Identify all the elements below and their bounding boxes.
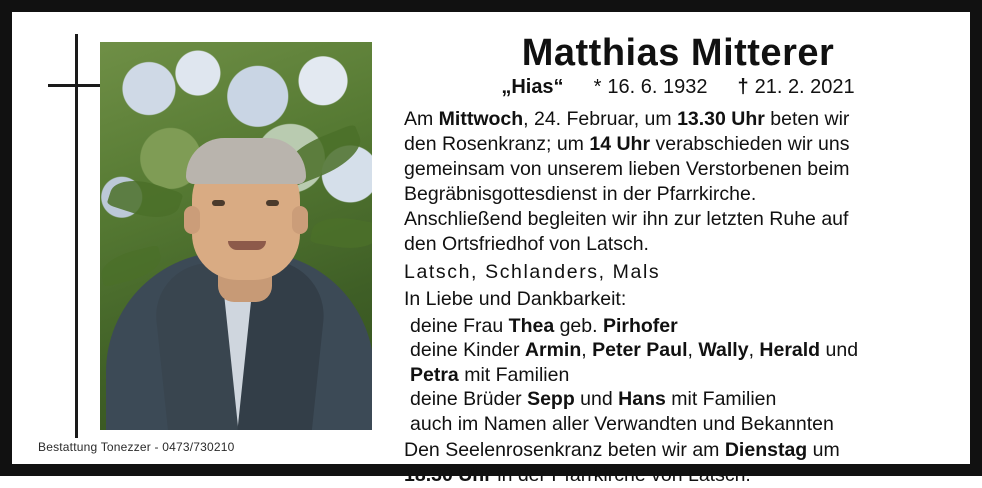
death-date-group <box>737 76 854 99</box>
rosary-line1-post: um <box>807 439 840 462</box>
portrait-hair <box>186 138 306 184</box>
announcement-line2-pre: den Rosenkranz; um <box>404 132 590 155</box>
brothers-sep: und <box>574 388 619 411</box>
announcement-line1-post: beten wir <box>764 107 850 130</box>
announcement-paragraph <box>404 107 952 257</box>
rosary-line2 <box>404 464 751 486</box>
portrait-figure <box>100 42 372 430</box>
announcement-line1-mid: , 24. Februar, um <box>523 107 678 130</box>
rosary-line2-post: in der Pfarrkirche von Latsch. <box>491 464 751 487</box>
children-prefix: deine Kinder <box>410 339 525 362</box>
rosary-line1-pre: Den Seelenrosenkranz beten wir am <box>404 439 725 462</box>
birth-date-group <box>594 76 708 99</box>
family-line-relatives: auch im Namen aller Verwandten und Bekannten <box>410 412 834 435</box>
children-cont-post: mit Familien <box>458 363 570 386</box>
brother-name-1: Sepp <box>527 388 575 411</box>
child-name-1: Armin <box>524 339 582 362</box>
wife-prefix: deine Frau <box>410 314 509 337</box>
portrait-ear-right <box>292 206 308 234</box>
places-line: Latsch, Schlanders, Mals <box>404 260 661 283</box>
deceased-name: Matthias Mitterer <box>521 32 835 74</box>
children-sep-2: , <box>687 339 699 362</box>
announcement-line6: den Ortsfriedhof von Latsch. <box>404 232 649 255</box>
nickname: „Hias“ <box>501 75 564 98</box>
family-list <box>404 314 952 437</box>
wife-name: Thea <box>508 314 555 337</box>
announcement-line2 <box>404 133 850 155</box>
dedication-line: In Liebe und Dankbarkeit: <box>404 287 627 310</box>
announcement-line3: gemeinsam von unserem lieben Verstorbenen beim <box>404 157 850 180</box>
family-line-children <box>404 338 952 363</box>
announcement-time1: 13.30 Uhr <box>677 107 765 130</box>
rosary-paragraph <box>404 438 952 488</box>
rosary-time: 18.30 Uhr <box>404 464 492 487</box>
announcement-line2-post: verabschieden wir uns <box>650 132 850 155</box>
child-name-4: Herald <box>759 339 821 362</box>
family-line-wife <box>404 314 952 339</box>
dagger-death-icon: † <box>737 75 749 98</box>
life-dates <box>404 76 952 99</box>
cross-vertical-bar <box>75 34 78 438</box>
announcement-time2: 14 Uhr <box>589 132 651 155</box>
brothers-post: mit Familien <box>665 388 777 411</box>
children-post: und <box>820 339 859 362</box>
obituary-left-column <box>12 12 394 464</box>
portrait-ear-left <box>184 206 200 234</box>
child-name-2: Peter Paul <box>592 339 688 362</box>
portrait-eye-left <box>212 200 225 206</box>
brother-name-2: Hans <box>618 388 666 411</box>
obituary-inner <box>12 12 970 487</box>
funeral-home-credit: Bestattung Tonezzer - 0473/730210 <box>38 440 235 454</box>
obituary-right-column <box>394 12 970 487</box>
children-sep-1: , <box>581 339 593 362</box>
rosary-line1 <box>404 439 840 461</box>
family-line-brothers <box>404 387 952 412</box>
cross-icon <box>48 34 108 438</box>
announcement-line5: Anschließend begleiten wir ihn zur letzten Ruhe auf <box>404 207 849 230</box>
wife-maiden-name: Pirhofer <box>602 314 678 337</box>
birth-date: 16. 6. 1932 <box>607 75 708 98</box>
portrait-mouth <box>228 241 266 250</box>
wife-mid: geb. <box>554 314 603 337</box>
family-line-children-cont <box>404 363 952 388</box>
brothers-prefix: deine Brüder <box>410 388 528 411</box>
announcement-line1 <box>404 108 849 130</box>
portrait-photo <box>100 42 372 430</box>
child-name-3: Wally <box>698 339 749 362</box>
portrait-eye-right <box>266 200 279 206</box>
children-sep-3: , <box>748 339 760 362</box>
child-name-5: Petra <box>410 363 459 386</box>
cross-horizontal-bar <box>48 84 108 87</box>
death-date: 21. 2. 2021 <box>754 75 855 98</box>
announcement-weekday: Mittwoch <box>438 107 524 130</box>
star-birth-icon: * <box>593 75 602 98</box>
announcement-line1-pre: Am <box>404 107 439 130</box>
announcement-line4: Begräbnisgottesdienst in der Pfarrkirche. <box>404 182 757 205</box>
rosary-weekday: Dienstag <box>724 439 808 462</box>
